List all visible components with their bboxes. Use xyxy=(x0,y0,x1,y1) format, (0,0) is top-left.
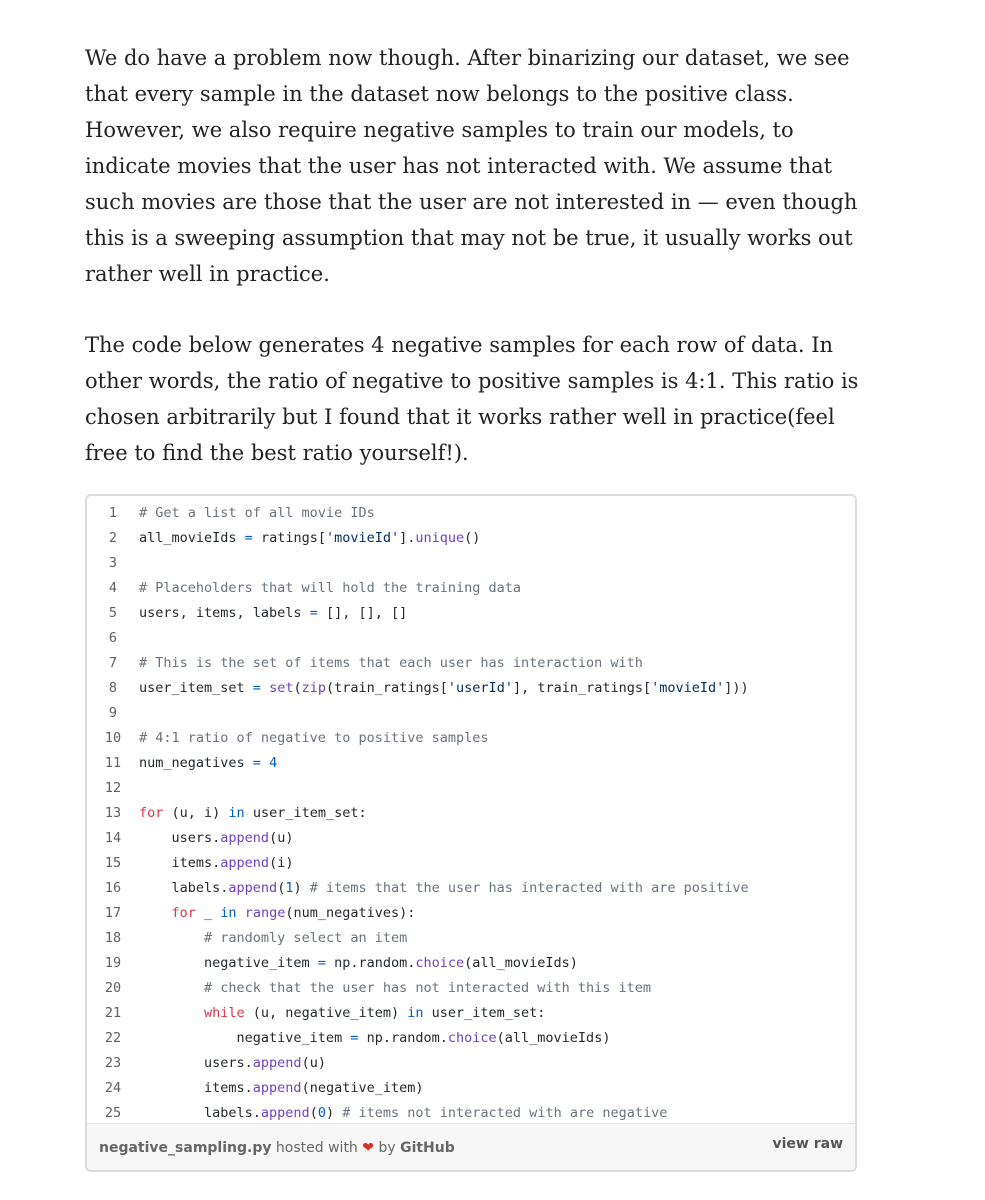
code-token: user_item_set: xyxy=(244,804,367,821)
code-line xyxy=(87,1050,749,1075)
gist-hosted-with-text: hosted with xyxy=(271,1140,363,1156)
code-token: ]. xyxy=(399,529,416,546)
code-token: (i) xyxy=(269,854,294,871)
line-code xyxy=(139,875,749,900)
code-token: = xyxy=(252,754,261,771)
line-number: 8 xyxy=(108,679,118,696)
code-token: all_movieIds xyxy=(139,529,245,546)
line-code xyxy=(139,850,749,875)
article-body xyxy=(85,40,865,506)
line-code xyxy=(139,1025,749,1050)
code-token: 0 xyxy=(317,1104,326,1121)
line-number: 4 xyxy=(108,579,118,596)
line-code xyxy=(139,600,749,625)
code-token: ( xyxy=(277,879,286,896)
line-code xyxy=(139,750,749,775)
code-token: ( xyxy=(309,1104,318,1121)
code-token xyxy=(139,980,204,996)
code-token: 'movieId' xyxy=(325,529,400,546)
code-line xyxy=(87,1100,749,1125)
code-token: # This is the set of items that each user has interaction with xyxy=(139,654,643,671)
code-token: # 4:1 ratio of negative to positive samples xyxy=(139,729,489,746)
code-token: = xyxy=(317,954,326,971)
code-token: items. xyxy=(139,1079,253,1096)
code-line xyxy=(87,525,749,550)
code-line xyxy=(87,725,749,750)
code-line xyxy=(87,825,749,850)
code-token: 'movieId' xyxy=(651,679,725,696)
code-line xyxy=(87,550,749,575)
code-token: choice xyxy=(415,954,465,971)
line-number: 5 xyxy=(108,604,118,621)
code-token: # items that the user has interacted with are positive xyxy=(309,879,749,896)
code-token: ) xyxy=(293,879,310,896)
code-line xyxy=(87,600,749,625)
code-token: append xyxy=(228,879,278,896)
code-token: _ xyxy=(195,904,221,921)
line-number: 22 xyxy=(104,1029,122,1046)
code-token: = xyxy=(350,1029,359,1046)
code-token: set xyxy=(269,679,294,696)
code-line xyxy=(87,1000,749,1025)
code-token: for xyxy=(139,804,164,821)
line-number: 6 xyxy=(108,629,118,646)
code-line xyxy=(87,1025,749,1050)
code-token: [], [], [] xyxy=(317,604,408,621)
code-token: negative_item xyxy=(139,1029,351,1046)
line-number: 21 xyxy=(104,1004,122,1021)
paragraph-code-description: The code below generates 4 negative samples for each row of data. In other words, the ratio of negative to positive samples is 4:1. This ratio is chosen arbitrarily but I found that it works rather well in practice(feel free to find the best ratio yourself!). xyxy=(85,333,859,465)
code-line xyxy=(87,1075,749,1100)
line-code xyxy=(139,525,749,550)
code-token: user_item_set: xyxy=(423,1004,546,1021)
code-line xyxy=(87,800,749,825)
gist-meta-bar xyxy=(87,1123,855,1170)
line-number: 17 xyxy=(104,904,122,921)
paragraph-negative-sampling-intro: We do have a problem now though. After binarizing our dataset, we see that every sample in the dataset now belongs to the positive class. However, we also require negative samples to train our models, to indicate movies that the user has not interacted with. We assume that such movies are those that the user are not interested in — even though this is a sweeping assumption that may not be true, it usually works out rather well in practice. xyxy=(85,46,858,286)
code-token: (negative_item) xyxy=(301,1079,424,1096)
code-table xyxy=(87,500,749,1125)
code-line xyxy=(87,625,749,650)
code-token: choice xyxy=(447,1029,497,1046)
code-token: unique xyxy=(415,529,465,546)
code-line xyxy=(87,925,749,950)
code-token: # randomly select an item xyxy=(204,929,408,946)
gist-filename-link[interactable]: negative_sampling.py xyxy=(99,1140,272,1156)
code-token: 'userId' xyxy=(447,679,513,696)
code-token: for xyxy=(171,904,196,921)
line-number: 16 xyxy=(104,879,122,896)
code-token: = xyxy=(252,679,261,696)
code-token: np.random. xyxy=(358,1029,448,1046)
code-line xyxy=(87,950,749,975)
line-number: 10 xyxy=(104,729,122,746)
code-token: (all_movieIds) xyxy=(496,1029,611,1046)
code-token: ])) xyxy=(724,679,749,696)
line-code xyxy=(139,800,749,825)
gist-meta-info xyxy=(99,1140,455,1156)
gist-by-text: by xyxy=(374,1140,401,1156)
code-line xyxy=(87,850,749,875)
line-code xyxy=(139,675,749,700)
code-token xyxy=(261,680,269,696)
line-number: 3 xyxy=(108,554,118,571)
code-token: labels. xyxy=(139,879,229,896)
line-code xyxy=(139,700,749,725)
line-code xyxy=(139,1050,749,1075)
line-number: 12 xyxy=(104,779,122,796)
code-token xyxy=(261,755,269,771)
line-number: 11 xyxy=(104,754,122,771)
line-number: 2 xyxy=(108,529,118,546)
code-token: append xyxy=(260,1104,310,1121)
line-code xyxy=(139,625,749,650)
code-line xyxy=(87,875,749,900)
code-token: (u, negative_item) xyxy=(244,1004,408,1021)
code-token: append xyxy=(220,829,270,846)
github-link[interactable]: GitHub xyxy=(400,1140,455,1156)
code-token xyxy=(139,930,204,946)
line-number: 14 xyxy=(104,829,122,846)
line-number: 9 xyxy=(108,704,118,721)
code-line xyxy=(87,750,749,775)
code-token: # items not interacted with are negative xyxy=(342,1104,668,1121)
code-line xyxy=(87,575,749,600)
code-token: (train_ratings[ xyxy=(326,679,448,696)
code-token: num_negatives xyxy=(139,754,253,771)
line-code xyxy=(139,900,749,925)
code-line xyxy=(87,975,749,1000)
line-number: 19 xyxy=(104,954,122,971)
code-token: append xyxy=(220,854,270,871)
code-token: 1 xyxy=(285,879,294,896)
code-token: np.random. xyxy=(325,954,416,971)
code-token: in xyxy=(228,804,245,821)
code-token: # Get a list of all movie IDs xyxy=(139,504,375,521)
code-token: ) xyxy=(325,1104,343,1121)
code-token: append xyxy=(252,1079,302,1096)
code-token: ratings[ xyxy=(252,529,326,546)
view-raw-link[interactable]: view raw xyxy=(772,1136,843,1152)
code-token xyxy=(139,905,172,921)
code-body xyxy=(87,500,749,1125)
line-number: 1 xyxy=(108,504,118,521)
code-token: (u, i) xyxy=(163,804,229,821)
line-number: 20 xyxy=(104,979,122,996)
code-token: = xyxy=(309,604,318,621)
code-token: in xyxy=(220,904,237,921)
code-line xyxy=(87,650,749,675)
line-code xyxy=(139,500,749,525)
code-token xyxy=(139,1005,204,1021)
line-code xyxy=(139,1075,749,1100)
line-code xyxy=(139,725,749,750)
line-number: 25 xyxy=(104,1104,122,1121)
code-token: (all_movieIds) xyxy=(464,954,578,971)
code-token: users. xyxy=(139,1054,253,1071)
code-token: ], train_ratings[ xyxy=(512,679,652,696)
code-token: in xyxy=(407,1004,424,1021)
line-code xyxy=(139,950,749,975)
line-number: 15 xyxy=(104,854,122,871)
code-token: # Placeholders that will hold the training data xyxy=(139,579,522,596)
code-token: negative_item xyxy=(139,954,318,971)
code-gist xyxy=(85,494,857,1172)
line-code xyxy=(139,650,749,675)
code-line xyxy=(87,675,749,700)
code-token: labels. xyxy=(139,1104,261,1121)
code-token: () xyxy=(464,529,481,546)
code-token: zip xyxy=(301,679,326,696)
line-code xyxy=(139,575,749,600)
code-token xyxy=(237,905,245,921)
code-token: = xyxy=(244,529,253,546)
line-code xyxy=(139,1000,749,1025)
line-code xyxy=(139,925,749,950)
line-number: 18 xyxy=(104,929,122,946)
code-token: 4 xyxy=(269,754,278,771)
code-token: users. xyxy=(139,829,221,846)
code-token: items. xyxy=(139,854,221,871)
code-token: range xyxy=(244,904,286,921)
code-token: (num_negatives): xyxy=(285,904,416,921)
line-code xyxy=(139,775,749,800)
code-line xyxy=(87,900,749,925)
line-number: 23 xyxy=(104,1054,122,1071)
line-code xyxy=(139,550,749,575)
code-token: users, items, labels xyxy=(139,604,310,621)
code-token: ( xyxy=(293,679,302,696)
code-line xyxy=(87,775,749,800)
line-number: 7 xyxy=(108,654,118,671)
code-token: # check that the user has not interacted with this item xyxy=(204,979,652,996)
code-token: append xyxy=(252,1054,302,1071)
line-number: 13 xyxy=(104,804,122,821)
heart-icon: ❤ xyxy=(362,1140,374,1156)
code-token: (u) xyxy=(301,1054,326,1071)
line-code xyxy=(139,825,749,850)
code-token: user_item_set xyxy=(139,679,253,696)
code-line xyxy=(87,700,749,725)
line-code xyxy=(139,1100,749,1125)
code-token: while xyxy=(204,1004,245,1021)
line-code xyxy=(139,975,749,1000)
code-line xyxy=(87,500,749,525)
code-token: (u) xyxy=(269,829,294,846)
line-number: 24 xyxy=(104,1079,122,1096)
